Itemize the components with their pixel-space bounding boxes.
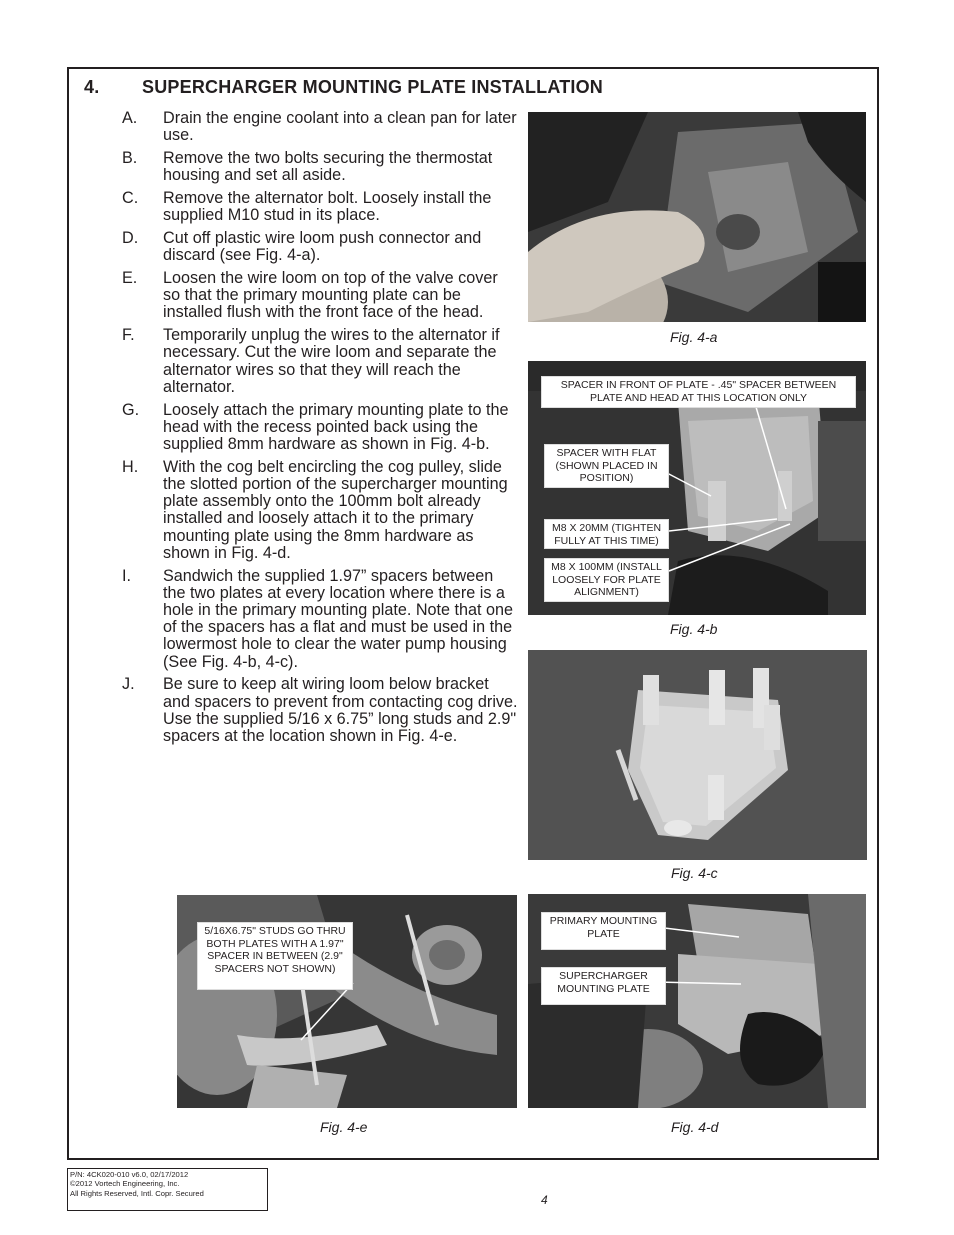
step-letter: I. xyxy=(122,566,131,585)
step-text: Sandwich the supplied 1.97” spacers between the two plates at every location where there is a hole in the primary mounting plate. Note that one of the spacers has a flat and must be used in the lowermost hole to clear the water pump housing (See Fig. 4-b, 4-c). xyxy=(163,566,514,671)
step-item xyxy=(122,230,518,264)
step-text: Cut off plastic wire loom push connector and discard (see Fig. 4-a). xyxy=(163,229,482,265)
step-item xyxy=(122,676,518,745)
footer-copyright-box xyxy=(67,1168,268,1211)
fig-4b-caption: Fig. 4-b xyxy=(670,621,718,637)
fig-4d-caption: Fig. 4-d xyxy=(671,1119,719,1135)
step-letter: G. xyxy=(122,400,140,419)
step-letter: F. xyxy=(122,326,135,345)
section-heading xyxy=(84,77,603,98)
step-item xyxy=(122,459,518,562)
step-letter: E. xyxy=(122,269,138,287)
fig-4d-callout-supercharger-plate: SUPERCHARGER MOUNTING PLATE xyxy=(541,967,666,1005)
step-letter: B. xyxy=(122,149,138,167)
instruction-steps xyxy=(122,110,518,751)
step-item xyxy=(122,150,518,184)
step-letter: D. xyxy=(122,229,139,247)
fig-4e-callout-studs: 5/16X6.75" STUDS GO THRU BOTH PLATES WITH A 1.97" SPACER IN BETWEEN (2.9" SPACERS NOT SHOWN) xyxy=(197,922,353,990)
step-item xyxy=(122,402,518,454)
fig-4c-caption: Fig. 4-c xyxy=(671,865,718,881)
step-item xyxy=(122,568,518,671)
fig-4d-callout-primary-plate: PRIMARY MOUNTING PLATE xyxy=(541,912,666,950)
copyright-line: ©2012 Vortech Engineering, Inc. xyxy=(70,1179,180,1189)
step-text: Be sure to keep alt wiring loom below bracket and spacers to prevent from contacting cog drive. Use the supplied 5/16 x 6.75” long studs and 2.9" spacers at the location shown in Fig. 4-e. xyxy=(163,675,518,746)
fig-4b-callout-spacer-flat: SPACER WITH FLAT (SHOWN PLACED IN POSITION) xyxy=(544,444,669,488)
fig-4c-photo xyxy=(528,650,867,860)
step-item xyxy=(122,190,518,224)
step-letter: H. xyxy=(122,457,139,476)
step-letter: J. xyxy=(122,675,135,694)
fig-4b-callout-spacer-front: SPACER IN FRONT OF PLATE - .45" SPACER BETWEEN PLATE AND HEAD AT THIS LOCATION ONLY xyxy=(541,376,856,408)
step-letter: A. xyxy=(122,109,138,127)
step-item xyxy=(122,110,518,144)
part-number: P/N: 4CK020-010 v6.0, 02/17/2012 xyxy=(70,1170,189,1179)
step-item xyxy=(122,270,518,322)
step-text: Loosely attach the primary mounting plate to the head with the recess pointed back using the supplied 8mm hardware as shown in Fig. 4-b. xyxy=(163,400,509,454)
section-number: 4. xyxy=(84,77,100,97)
step-text: Remove the alternator bolt. Loosely install the supplied M10 stud in its place. xyxy=(163,189,492,225)
section-title: SUPERCHARGER MOUNTING PLATE INSTALLATION xyxy=(142,77,603,97)
step-text: With the cog belt encircling the cog pulley, slide the slotted portion of the supercharger mounting plate assembly onto the 100mm bolt already installed and loosely attach it to the primary mounting plate using the 8mm hardware as shown in Fig. 4-d. xyxy=(163,457,508,562)
page-number: 4 xyxy=(541,1193,548,1207)
rights-line: All Rights Reserved, Intl. Copr. Secured xyxy=(70,1188,204,1198)
step-text: Drain the engine coolant into a clean pan for later use. xyxy=(163,109,517,145)
fig-4e-caption: Fig. 4-e xyxy=(320,1119,368,1135)
fig-4b-callout-m8-20mm: M8 X 20MM (TIGHTEN FULLY AT THIS TIME) xyxy=(544,519,669,549)
step-item xyxy=(122,327,518,396)
fig-4a-caption: Fig. 4-a xyxy=(670,329,718,345)
fig-4a-photo xyxy=(528,112,866,322)
step-text: Temporarily unplug the wires to the alternator if necessary. Cut the wire loom and separate the alternator wires so that they will reach the alternator. xyxy=(163,326,500,396)
step-letter: C. xyxy=(122,189,139,207)
step-text: Remove the two bolts securing the thermostat housing and set all aside. xyxy=(163,149,493,185)
step-text: Loosen the wire loom on top of the valve cover so that the primary mounting plate can be installed flush with the front face of the head. xyxy=(163,269,498,322)
fig-4b-callout-m8-100mm: M8 X 100MM (INSTALL LOOSELY FOR PLATE ALIGNMENT) xyxy=(544,558,669,602)
